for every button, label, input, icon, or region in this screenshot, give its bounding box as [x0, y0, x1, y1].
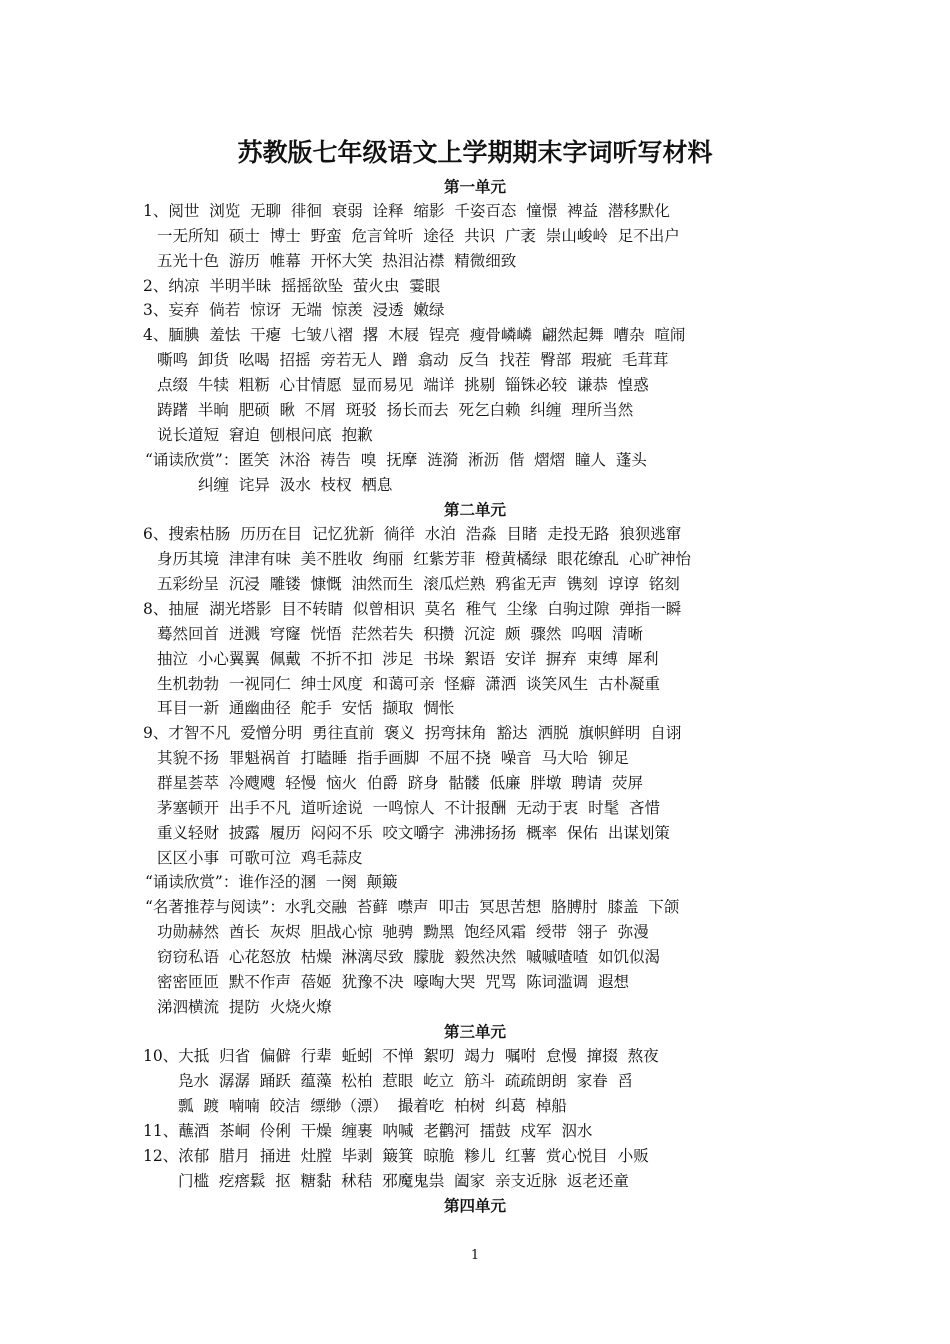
text-line: 8、抽屉 湖光塔影 目不转睛 似曾相识 莫名 稚气 尘缘 白驹过隙 弹指一瞬	[143, 600, 682, 618]
page-number: 1	[470, 1248, 480, 1263]
text-line: “诵读欣赏”：匿笑 沐浴 祷告 嗅 抚摩 涟漪 淅沥 偕 熠熠 瞳人 蓬头	[145, 451, 647, 469]
text-line: 纠缠 诧异 汲水 枝杈 栖息	[198, 476, 393, 494]
text-line: 重义轻财 披露 履历 闷闷不乐 咬文嚼字 沸沸扬扬 概率 保佑 出谋划策	[157, 824, 670, 842]
text-line: 耳目一新 通幽曲径 舵手 安恬 撷取 惆怅	[157, 699, 455, 717]
text-line: 凫水 潺潺 踊跃 蕴藻 松柏 惹眼 屹立 筋斗 疏疏朗朗 家眷 舀	[178, 1072, 634, 1090]
text-line: 4、腼腆 羞怯 干瘪 七皱八褶 撂 木屐 锃亮 瘦骨嶙嶙 翩然起舞 嘈杂 喧闹	[143, 326, 686, 344]
unit-heading-4: 第四单元	[443, 1196, 506, 1215]
text-line: 10、大抵 归省 偏僻 行辈 蚯蚓 不惮 絮叨 竭力 嘱咐 怠慢 撺掇 熬夜	[143, 1047, 659, 1065]
text-line: 点缀 牛犊 粗粝 心甘情愿 显而易见 端详 挑剔 锱铢必较 谦恭 惶惑	[157, 376, 649, 394]
text-line: 门槛 疙瘩鬏 抠 糖黏 秫秸 邪魔鬼祟 阖家 亲支近脉 返老还童	[178, 1172, 629, 1190]
unit-heading-2: 第二单元	[443, 500, 506, 519]
text-line: 3、妄弃 倘若 惊讶 无端 惊羡 浸透 嫩绿	[143, 301, 445, 319]
text-line: 身历其境 津津有味 美不胜收 绚丽 红紫芳菲 橙黄橘绿 眼花缭乱 心旷神怡	[157, 550, 691, 568]
unit-heading-1: 第一单元	[443, 177, 506, 196]
text-line: 9、才智不凡 爱憎分明 勇往直前 褒义 拐弯抹角 豁达 洒脱 旗帜鲜明 自诩	[143, 724, 682, 742]
text-line: “诵读欣赏”：谁作泾的溷 一阕 颠簸	[145, 873, 398, 891]
text-line: 嘶鸣 卸货 吆喝 招摇 旁若无人 蹭 翕动 反刍 找茬 臀部 瑕疵 毛茸茸	[157, 351, 669, 369]
unit-heading-3: 第三单元	[443, 1022, 506, 1041]
text-line: 密密匝匝 默不作声 蓓姬 犹豫不决 嚎啕大哭 咒骂 陈词滥调 遐想	[157, 973, 629, 991]
text-line: 功勋赫然 酋长 灰烬 胆战心惊 驰骋 黝黑 饱经风霜 绶带 翎子 弥漫	[157, 923, 649, 941]
text-line: 瓢 踱 喃喃 皎洁 缥缈（漂） 撮着吃 柏树 纠葛 棹船	[178, 1097, 567, 1115]
text-line: 11、蘸酒 茶峒 伶俐 干燥 缠裹 呐喊 老鹳河 擂鼓 戍军 泅水	[143, 1122, 593, 1140]
text-line: 踌躇 半晌 肥硕 瞅 不屑 斑驳 扬长而去 死乞白赖 纠缠 理所当然	[157, 401, 634, 419]
text-line: 区区小事 可歌可泣 鸡毛蒜皮	[157, 849, 363, 867]
text-line: 抽泣 小心翼翼 佩戴 不折不扣 涉足 书垛 絮语 安详 摒弃 束缚 犀利	[157, 650, 659, 668]
text-line: 窃窃私语 心花怒放 枯燥 淋漓尽致 朦胧 毅然决然 嘁嘁喳喳 如饥似渴	[157, 948, 660, 966]
text-line: 12、浓郁 腊月 捅进 灶膛 毕剥 簸箕 晾脆 糁儿 红薯 赏心悦目 小贩	[143, 1147, 649, 1165]
document-title: 苏教版七年级语文上学期期末字词听写材料	[237, 138, 713, 167]
text-line: 群星荟萃 冷飕飕 轻慢 恼火 伯爵 跻身 骷髅 低廉 胖墩 聘请 荧屏	[157, 774, 644, 792]
text-line: 蓦然回首 迸溅 穹窿 恍悟 茫然若失 积攒 沉淀 颇 骤然 呜咽 清晰	[157, 625, 644, 643]
text-line: 五光十色 游历 帷幕 开怀大笑 热泪沾襟 精微细致	[157, 252, 517, 270]
text-line: 1、阅世 浏览 无聊 徘徊 衰弱 诠释 缩影 千姿百态 憧憬 裨益 潜移默化	[143, 202, 670, 220]
text-line: 五彩纷呈 沉浸 雕镂 慷慨 油然而生 滚瓜烂熟 鸦雀无声 镌刻 谆谆 铭刻	[157, 575, 680, 593]
text-line: 生机勃勃 一视同仁 绅士风度 和蔼可亲 怪癖 潇洒 谈笑风生 古朴凝重	[157, 675, 660, 693]
text-line: 6、搜索枯肠 历历在目 记忆犹新 徜徉 水泊 浩淼 目睹 走投无路 狼狈逃窜	[143, 525, 682, 543]
text-line: 其貌不扬 罪魁祸首 打瞌睡 指手画脚 不屈不挠 噪音 马大哈 铆足	[157, 749, 629, 767]
text-line: 2、纳凉 半明半昧 摇摇欲坠 萤火虫 霎眼	[143, 277, 441, 295]
text-line: 说长道短 窘迫 刨根问底 抱歉	[157, 426, 373, 444]
text-line: “名著推荐与阅读”：水乳交融 苔藓 噤声 叩击 冥思苦想 胳膊肘 膝盖 下颌	[145, 898, 680, 916]
text-line: 一无所知 硕士 博士 野蛮 危言耸听 途径 共识 广袤 崇山峻岭 足不出户	[157, 227, 680, 245]
text-line: 涕泗横流 提防 火烧火燎	[157, 998, 332, 1016]
text-line: 茅塞顿开 出手不凡 道听途说 一鸣惊人 不计报酬 无动于衷 时髦 吝惜	[157, 799, 660, 817]
